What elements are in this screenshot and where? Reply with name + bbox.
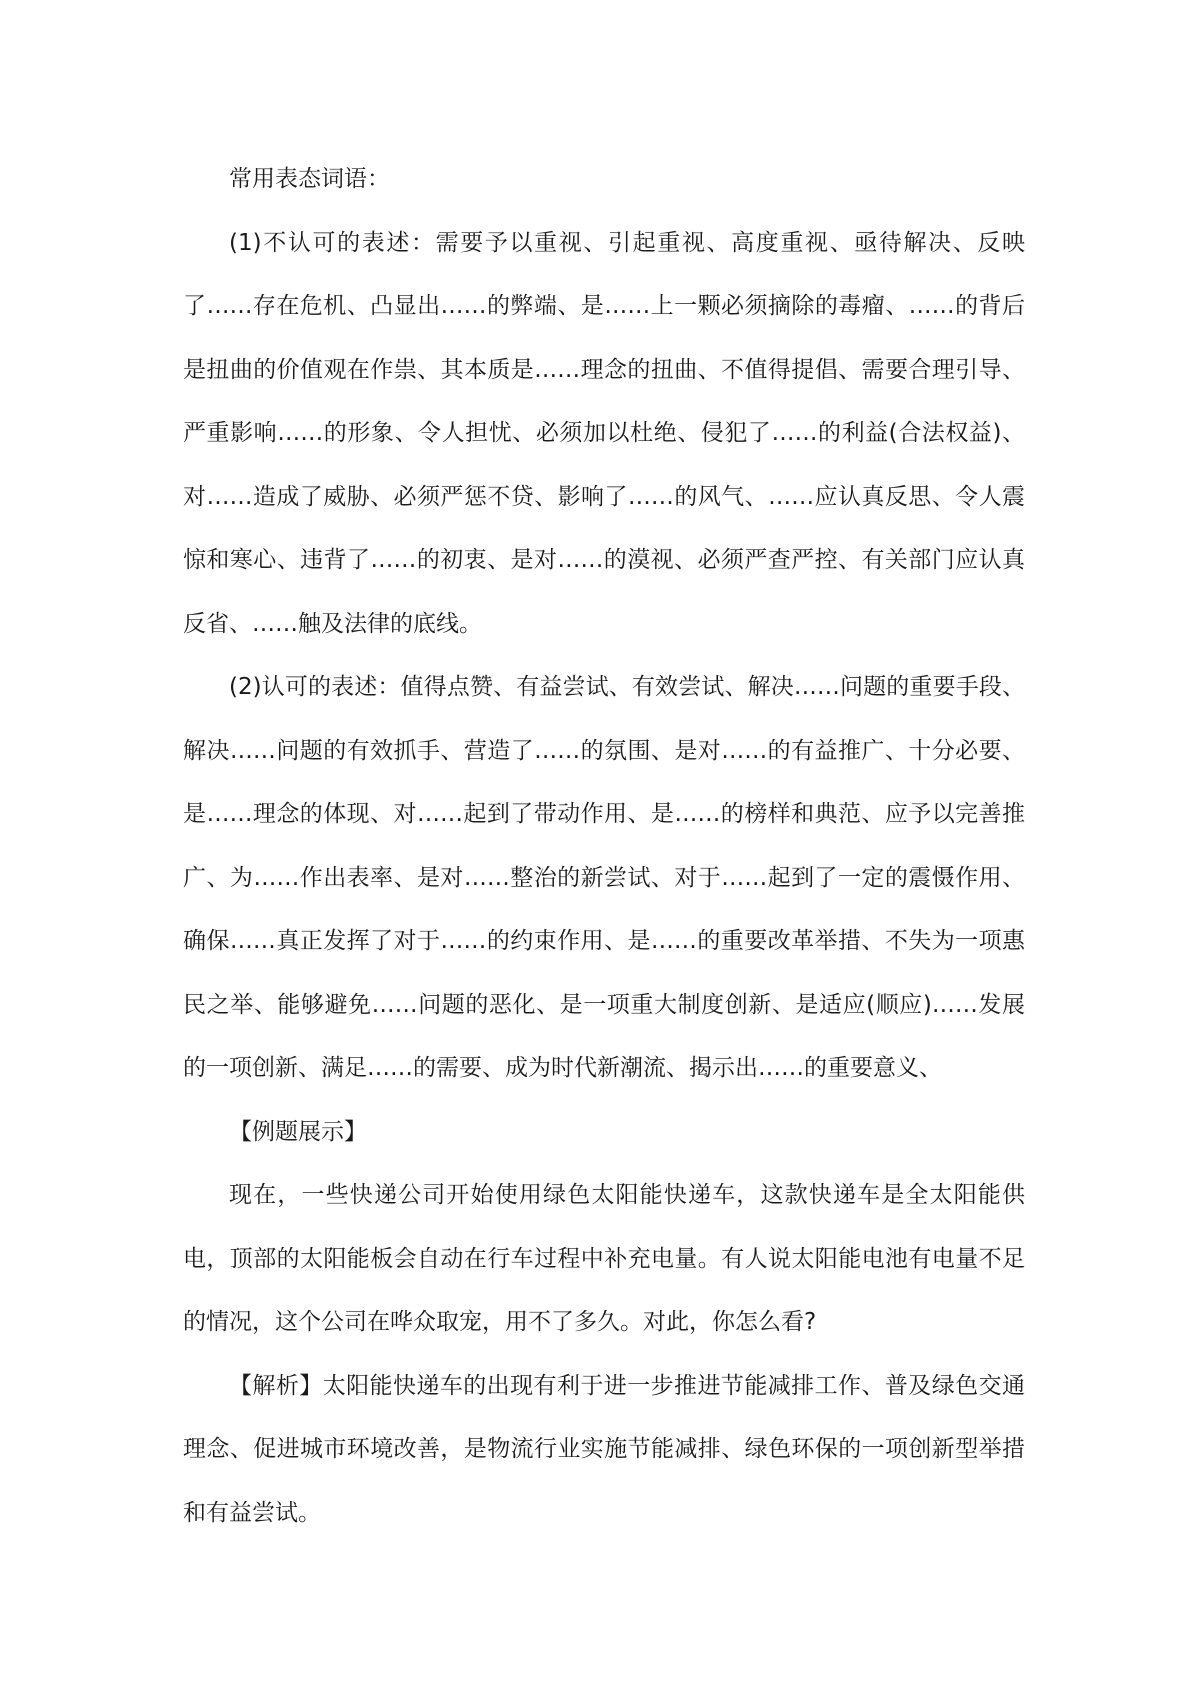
- paragraph-approval-expressions: (2)认可的表述：值得点赞、有益尝试、有效尝试、解决……问题的重要手段、解决……问题的有效抓手、营造了……的氛围、是对……的有益推广、十分必要、是……理念的体现、对……起到了带动作用、是……的榜样和典范、应予以完善推广、为……作出表率、是对……整治的新尝试、对于……起到了一定的震慑作用、确保……真正发挥了对于……的约束作用、是……的重要改革举措、不失为一项惠民之举、能够避免……问题的恶化、是一项重大制度创新、是适应(顺应)……发展的一项创新、满足……的需要、成为时代新潮流、揭示出……的重要意义、: [183, 674, 1025, 1081]
- paragraph-analysis: 【解析】太阳能快递车的出现有利于进一步推进节能减排工作、普及绿色交通理念、促进城市环境改善，是物流行业实施节能减排、绿色环保的一项创新型举措和有益尝试。: [183, 1372, 1025, 1526]
- paragraph-disapproval-expressions: (1)不认可的表述：需要予以重视、引起重视、高度重视、亟待解决、反映了……存在危机、凸显出……的弊端、是……上一颗必须摘除的毒瘤、……的背后是扭曲的价值观在作祟、其本质是……理念的扭曲、不值得提倡、需要合理引导、严重影响……的形象、令人担忧、必须加以杜绝、侵犯了……的利益(合法权益)、对……造成了威胁、必须严惩不贷、影响了……的风气、……应认真反思、令人震惊和寒心、违背了……的初衷、是对……的漠视、必须严查严控、有关部门应认真反省、……触及法律的底线。: [183, 229, 1025, 637]
- paragraph-example-question: 现在，一些快递公司开始使用绿色太阳能快递车，这款快递车是全太阳能供电，顶部的太阳能板会自动在行车过程中补充电量。有人说太阳能电池有电量不足的情况，这个公司在哗众取宠，用不了多久。对此，你怎么看?: [183, 1182, 1025, 1335]
- section-heading-expressions: 常用表态词语：: [229, 166, 390, 192]
- section-heading-example: 【例题展示】: [229, 1118, 367, 1145]
- document-body: [183, 148, 1025, 1545]
